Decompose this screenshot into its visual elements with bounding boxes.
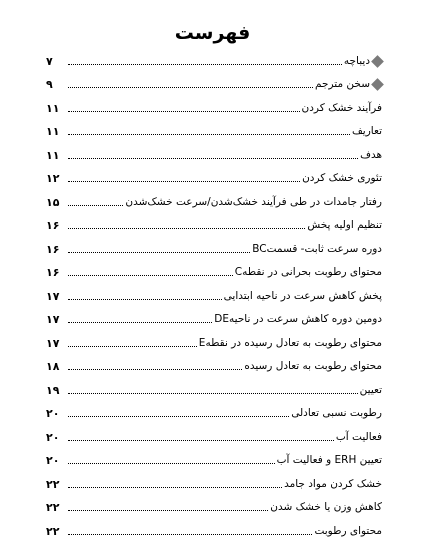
dot-leader [68,487,282,488]
toc-entry[interactable] [46,514,382,538]
dot-leader [68,134,350,135]
toc-entry-title: تئوری خشک کردن [302,172,382,184]
toc-page-number: ۲۰ [46,407,60,420]
toc-entry[interactable] [46,68,382,92]
toc-page-number: ۱۸ [46,360,60,373]
toc-entry[interactable] [46,420,382,444]
toc-page-number: ۲۰ [46,430,60,444]
dot-leader [68,510,268,511]
toc-entry-title: تعاریف [351,125,382,137]
toc-page-number: ۱۷ [46,289,60,303]
toc-page-number: ۲۰ [46,454,60,467]
toc-page-number: ۱۱ [46,125,60,138]
toc-entry[interactable] [46,326,382,350]
toc-page-number: ۱۷ [46,313,60,326]
toc-entry[interactable] [46,303,382,327]
toc-entry[interactable] [46,232,382,256]
toc-page-number: ۱۱ [46,148,60,162]
toc-entry[interactable] [46,185,382,209]
toc-entry[interactable] [46,91,382,115]
toc-entry[interactable] [46,491,382,515]
dot-leader [68,322,212,323]
dot-leader [68,275,233,276]
diamond-bullet-icon [371,55,384,68]
toc-entry-title: تعیین ERH و فعالیت آب [276,454,382,466]
toc-entry[interactable] [46,209,382,233]
dot-leader [68,416,289,417]
toc-list [46,44,382,538]
toc-page-number: ۷ [46,54,53,68]
dot-leader [68,440,334,441]
toc-entry-title: محتوای رطوبت به تعادل رسیده در نقطهE [198,336,382,349]
toc-page-number: ۱۷ [46,336,60,350]
toc-entry-title: محتوای رطوبت به تعادل رسیده [244,360,382,372]
dot-leader [68,252,250,253]
dot-leader [68,181,300,182]
toc-entry[interactable] [46,373,382,397]
toc-entry-title: دوره سرعت ثابت- قسمتBC [252,242,382,255]
toc-entry-title: تنظیم اولیه پخش [307,219,382,231]
toc-entry[interactable] [46,397,382,421]
toc-page-number: ۱۶ [46,242,60,256]
toc-page-number: ۱۱ [46,101,60,115]
toc-entry-title: سخن مترجم [315,78,370,90]
toc-page-number: ۱۵ [46,195,60,209]
toc-title: فهرست [174,22,251,44]
dot-leader [68,158,358,159]
toc-entry-title: رفتار جامدات در طی فرآیند خشک‌شدن/سرعت خشک‌شدن [125,195,382,208]
toc-entry-title: محتوای رطوبت [314,524,382,537]
dot-leader [68,64,342,65]
dot-leader [68,393,358,394]
toc-entry-title: دیباچه [343,54,370,67]
toc-entry-title: هدف [360,148,382,161]
toc-page-number: ۱۶ [46,266,60,279]
toc-entry[interactable] [46,444,382,468]
toc-entry[interactable] [46,256,382,280]
toc-entry[interactable] [46,467,382,491]
toc-page-number: ۲۲ [46,524,60,538]
dot-leader [68,205,123,206]
toc-entry[interactable] [46,44,382,68]
toc-entry[interactable] [46,162,382,186]
dot-leader [68,534,312,535]
dot-leader [68,369,242,370]
toc-entry-title: کاهش وزن یا خشک شدن [270,501,382,513]
toc-entry-title: فعالیت آب [335,430,382,443]
dot-leader [68,111,300,112]
toc-entry[interactable] [46,350,382,374]
toc-entry-title: دومین دوره کاهش سرعت در ناحیهDE [214,313,382,325]
dot-leader [68,299,222,300]
toc-entry[interactable] [46,279,382,303]
dot-leader [68,87,313,88]
toc-entry-title: خشک کردن مواد جامد [284,477,382,490]
toc-page-number: ۲۲ [46,501,60,514]
diamond-bullet-icon [371,78,384,91]
toc-page-number: ۱۹ [46,383,60,397]
dot-leader [68,228,305,229]
toc-entry[interactable] [46,115,382,139]
dot-leader [68,346,197,347]
toc-entry-title: تعیین [359,383,382,396]
toc-entry-title: فرآیند خشک کردن [301,101,382,114]
toc-page-number: ۲۲ [46,477,60,491]
toc-entry-title: محتوای رطوبت بحرانی در نقطهC [234,266,382,278]
dot-leader [68,463,275,464]
toc-entry-title: رطوبت نسبی تعادلی [291,407,382,419]
toc-entry[interactable] [46,138,382,162]
toc-entry-title: پخش کاهش سرعت در ناحیه ابتدایی [223,289,382,302]
toc-page-number: ۹ [46,78,53,91]
toc-page-number: ۱۶ [46,219,60,232]
toc-page-number: ۱۲ [46,172,60,185]
